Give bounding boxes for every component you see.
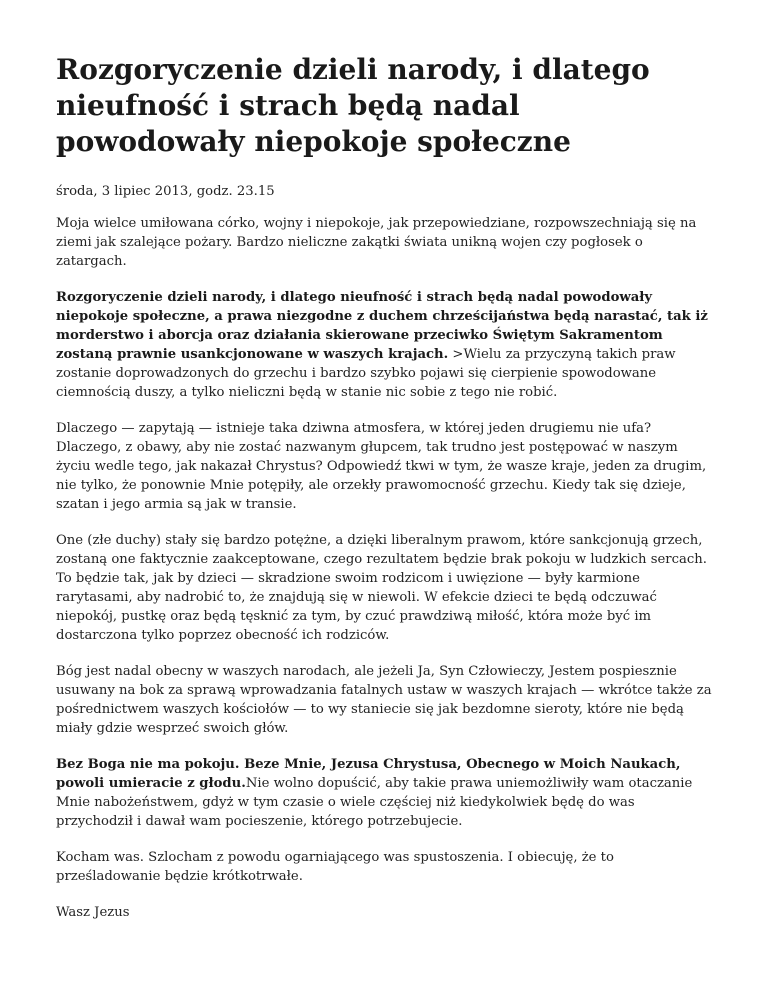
paragraph-6-bold: Bez Boga nie ma pokoju. Beze Mnie, Jezusa Chrystusa, Obecnego w Moich Naukach, powoli umieracie z głodu.	[56, 757, 681, 791]
paragraph-5: Bóg jest nadal obecny w waszych narodach, ale jeżeli Ja, Syn Człowieczy, Jestem pospiesznie usuwany na bok za sprawą wprowadzania fatalnych ustaw w waszych krajach — wkrótce także za pośrednictwem waszych kościołów — to wy staniecie się jak bezdomne sieroty, które nie będą miały gdzie wesprzeć swoich głów.	[56, 664, 712, 736]
signature: Wasz Jezus	[56, 905, 130, 920]
paragraph-2	[56, 288, 712, 402]
paragraph-2-text: >Wielu za przyczyną takich praw zostanie doprowadzonych do grzechu i bardzo szybko pojawi się cierpienie spowodowane ciemnością duszy, a tylko nieliczni będą w stanie nic sobie z tego nie robić.	[56, 347, 676, 400]
paragraph-3: Dlaczego — zapytają — istnieje taka dziwna atmosfera, w której jeden drugiemu nie ufa? Dlaczego, z obawy, aby nie zostać nazwanym głupcem, tak trudno jest postępować w naszym życiu wedle tego, jak nakazał Chrystus? Odpowiedź tkwi w tym, że wasze kraje, jeden za drugim, nie tylko, że ponownie Mnie potępiły, ale orzekły prawomocność grzechu. Kiedy tak się dzieje, szatan i jego armia są jak w transie.	[56, 421, 707, 512]
article-title: Rozgoryczenie dzieli narody, i dlatego nieufność i strach będą nadal powodowały niepokoje społeczne	[56, 53, 650, 158]
paragraph-6-text: Nie wolno dopuścić, aby takie prawa uniemożliwiły wam otaczanie Mnie nabożeństwem, gdyż w tym czasie o wiele częściej niż kiedykolwiek będę do was przychodził i dawał wam pocieszenie, którego potrzebujecie.	[56, 776, 693, 829]
paragraph-4: One (złe duchy) stały się bardzo potężne, a dzięki liberalnym prawom, które sankcjonują grzech, zostaną one faktycznie zaakceptowane, czego rezultatem będzie brak pokoju w ludzkich sercach. To będzie tak, jak by dzieci — skradzione swoim rodzicom i uwięzione — były karmione rarytasami, aby nadrobić to, że znajdują się w niewoli. W efekcie dzieci te będą odczuwać niepokój, pustkę oraz będą tęsknić za tym, by czuć prawdziwą miłość, która może być im dostarczona tylko poprzez obecność ich rodziców.	[56, 533, 707, 643]
paragraph-2-bold: Rozgoryczenie dzieli narody, i dlatego nieufność i strach będą nadal powodowały niepokoje społeczne, a prawa niezgodne z duchem chrześcijaństwa będą narastać, tak iż morderstwo i aborcja oraz działania skierowane przeciwko Świętym Sakramentom zostaną prawnie usankcjonowane w waszych krajach.	[56, 290, 708, 362]
paragraph-7: Kocham was. Szlocham z powodu ogarniającego was spustoszenia. I obiecuję, że to prześladowanie będzie krótkotrwałe.	[56, 850, 614, 884]
paragraph-1: Moja wielce umiłowana córko, wojny i niepokoje, jak przepowiedziane, rozpowszechniają się na ziemi jak szalejące pożary. Bardzo nieliczne zakątki świata unikną wojen czy pogłosek o zatargach.	[56, 216, 697, 269]
article-date: środa, 3 lipiec 2013, godz. 23.15	[56, 184, 275, 199]
paragraph-6	[56, 755, 712, 831]
